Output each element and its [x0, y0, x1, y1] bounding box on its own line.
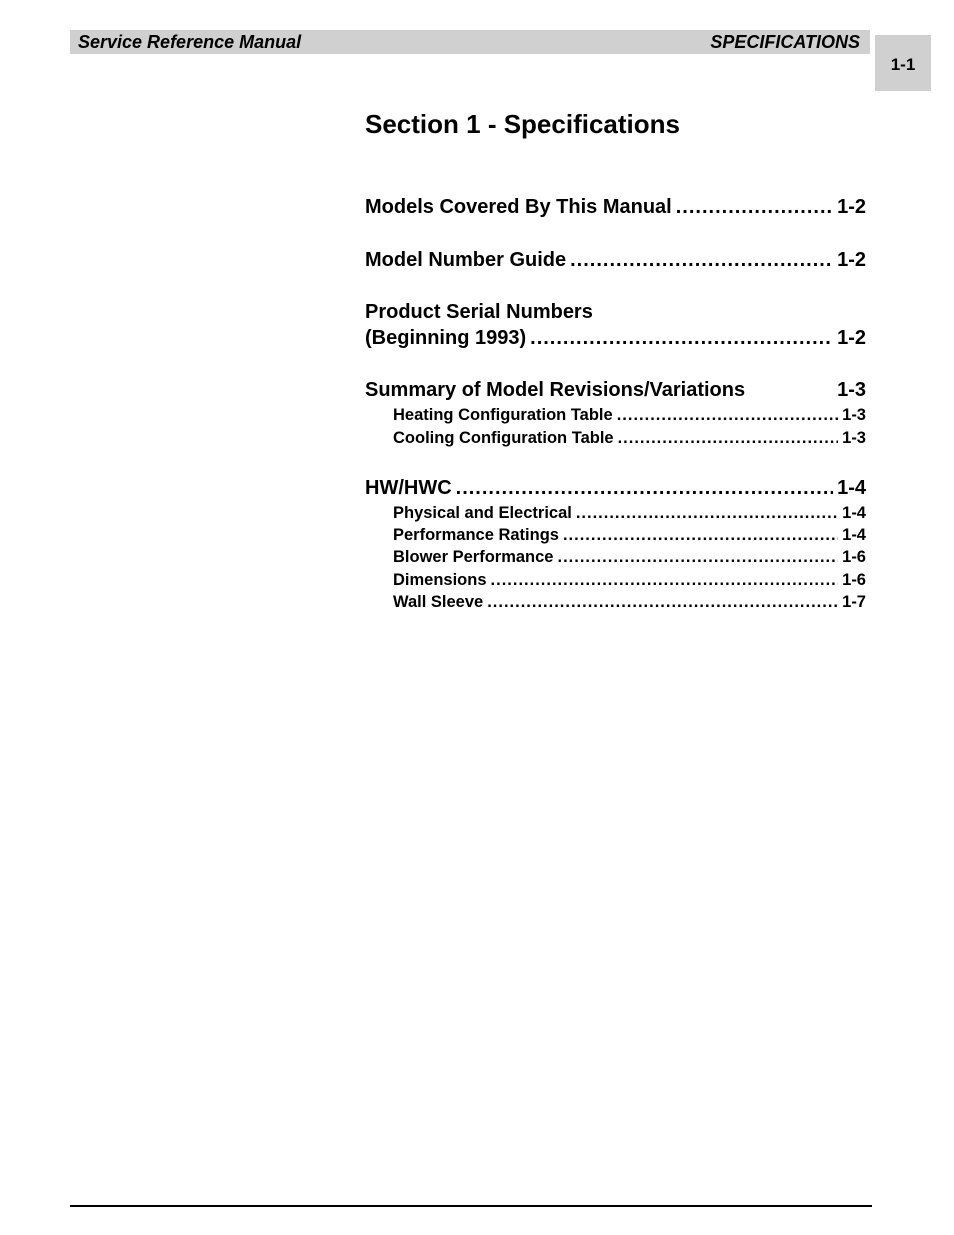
toc-entry-hw-hwc[interactable]: [365, 475, 866, 501]
toc-subentry-page: 1-3: [842, 406, 866, 424]
footer-rule: [70, 1205, 872, 1207]
toc-subentry-label: Cooling Configuration Table: [393, 429, 614, 447]
dot-leader: [617, 404, 838, 426]
toc-entry-serial-numbers[interactable]: [365, 325, 866, 351]
toc-entry-page: 1-2: [837, 249, 866, 271]
dot-leader: [487, 591, 838, 613]
toc-subentry-label: Dimensions: [393, 571, 487, 589]
dot-leader: [530, 325, 833, 351]
toc-subentry-wall-sleeve[interactable]: [393, 591, 866, 613]
toc-entry-serial-numbers-line1[interactable]: Product Serial Numbers: [365, 301, 593, 323]
header-manual-title: Service Reference Manual: [78, 32, 302, 52]
toc-entry-page: 1-3: [837, 379, 866, 401]
toc-subentry-page: 1-4: [842, 504, 866, 522]
toc-entry-label: (Beginning 1993): [365, 327, 527, 349]
toc-entry-summary[interactable]: [365, 377, 866, 403]
running-header: [70, 30, 870, 54]
toc-subentry-page: 1-7: [842, 593, 866, 611]
toc-entry-label: Summary of Model Revisions/Variations: [365, 379, 746, 401]
toc-subentry-label: Blower Performance: [393, 548, 554, 566]
dot-leader: [676, 194, 833, 220]
toc-subentry-dimensions[interactable]: [393, 569, 866, 591]
toc-entry-label: HW/HWC: [365, 477, 452, 499]
section-title: Section 1 - Specifications: [365, 109, 680, 139]
toc-subentry-page: 1-6: [842, 548, 866, 566]
toc-subentry-performance-ratings[interactable]: [393, 524, 866, 546]
dot-leader: [563, 524, 838, 546]
header-section-name: SPECIFICATIONS: [710, 32, 860, 52]
toc-entry-model-number-guide[interactable]: [365, 247, 866, 273]
dot-leader: [576, 502, 838, 524]
toc-subentry-page: 1-3: [842, 429, 866, 447]
dot-leader: [570, 247, 833, 273]
dot-leader: [456, 475, 833, 501]
toc-subentry-page: 1-6: [842, 571, 866, 589]
toc-subentry-physical-electrical[interactable]: [393, 502, 866, 524]
toc-subentry-label: Wall Sleeve: [393, 593, 484, 611]
toc-entry-page: 1-2: [837, 196, 866, 218]
toc-entry-label: Models Covered By This Manual: [365, 196, 672, 218]
toc-subentry-page: 1-4: [842, 526, 866, 544]
page-number: 1-1: [890, 55, 916, 74]
toc-subentry-label: Physical and Electrical: [393, 504, 572, 522]
toc-entry-label: Model Number Guide: [365, 249, 567, 271]
page-number-tab: [875, 35, 931, 91]
dot-leader: [618, 427, 839, 449]
dot-leader: [491, 569, 839, 591]
toc-entry-models-covered[interactable]: [365, 194, 866, 220]
toc-subentry-heating-config[interactable]: [393, 404, 866, 426]
toc-subentry-label: Heating Configuration Table: [393, 406, 613, 424]
toc-subentry-blower-performance[interactable]: [393, 546, 866, 568]
toc-entry-page: 1-2: [837, 327, 866, 349]
toc-entry-page: 1-4: [837, 477, 866, 499]
toc-subentry-label: Performance Ratings: [393, 526, 559, 544]
dot-leader: [557, 546, 838, 568]
toc-subentry-cooling-config[interactable]: [393, 427, 866, 449]
